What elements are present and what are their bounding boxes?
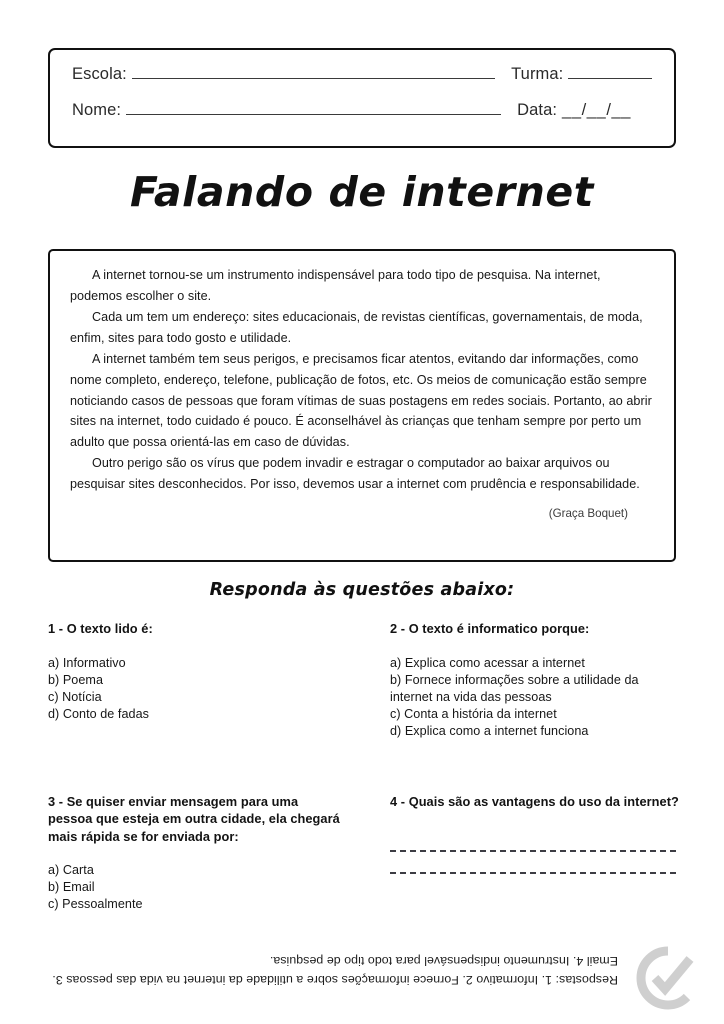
question-3	[48, 793, 342, 914]
passage-paragraph: Cada um tem um endereço: sites educacionais, de revistas científicas, governamentais, de moda, enfim, sites para todo gosto e utilidade.	[70, 310, 643, 345]
check-circle-watermark-icon	[636, 946, 700, 1010]
nome-data-row	[72, 100, 652, 136]
question-2-prompt: 2 - O texto é informatico porque:	[390, 621, 590, 636]
turma-input-line[interactable]	[568, 64, 652, 79]
option-c[interactable]: c) Pessoalmente	[48, 897, 143, 912]
nome-label: Nome:	[72, 101, 122, 119]
questions-row-1	[48, 620, 684, 741]
option-b[interactable]: b) Email	[48, 880, 95, 895]
data-label: Data:	[517, 101, 558, 119]
nome-input-line[interactable]	[126, 100, 501, 115]
instructions-heading: Responda às questões abaixo:	[209, 580, 515, 600]
question-1	[48, 620, 342, 741]
question-2-options	[390, 655, 684, 741]
option-b[interactable]: b) Fornece informações sobre a utilidade da internet na vida das pessoas	[390, 672, 639, 704]
question-1-options	[48, 655, 342, 724]
answer-write-line[interactable]	[390, 838, 676, 852]
passage-attribution: (Graça Boquet)	[548, 506, 628, 520]
escola-input-line[interactable]	[132, 64, 495, 79]
page-title: Falando de internet	[130, 168, 594, 216]
turma-label: Turma:	[511, 65, 564, 83]
passage-paragraph: A internet também tem seus perigos, e precisamos ficar atentos, evitando dar informações, como nome completo, endereço, telefone, publicação de fotos, etc. Os meios de comunicação estão sempre noticiando casos de pessoas que foram vítimas de suas postagens em redes sociais. Portanto, ao abrir sites na internet, todo cuidado é pouco. É aconselhável às crianças que tenham sempre por perto um adulto que possa orientá-las em caso de dúvidas.	[70, 352, 652, 449]
question-4	[390, 793, 684, 914]
reading-passage-box	[48, 249, 676, 562]
option-c[interactable]: c) Notícia	[48, 689, 102, 704]
question-2	[390, 620, 684, 741]
answer-key: Respostas: 1. Informativo 2. Fornece informações sobre a utilidade da internet na vida das pessoas 3. Email 4. Instrumento indispensável para todo tipo de pesquisa.	[52, 954, 618, 987]
answer-write-line[interactable]	[390, 860, 676, 874]
question-3-options	[48, 862, 342, 914]
option-d[interactable]: d) Explica como a internet funciona	[390, 724, 589, 739]
data-input-line[interactable]: __/__/__	[562, 101, 632, 119]
student-info-box	[48, 48, 676, 148]
passage-paragraph: A internet tornou-se um instrumento indispensável para todo tipo de pesquisa. Na internet, podemos escolher o site.	[70, 268, 601, 303]
option-b[interactable]: b) Poema	[48, 672, 103, 687]
escola-turma-row	[72, 64, 652, 100]
escola-label: Escola:	[72, 65, 127, 83]
question-4-answer-area	[390, 838, 684, 874]
option-a[interactable]: a) Explica como acessar a internet	[390, 655, 585, 670]
question-4-prompt: 4 - Quais são as vantagens do uso da internet?	[390, 793, 679, 809]
option-a[interactable]: a) Carta	[48, 863, 94, 878]
questions-section	[48, 620, 684, 914]
option-d[interactable]: d) Conto de fadas	[48, 707, 149, 722]
passage-paragraph: Outro perigo são os vírus que podem invadir e estragar o computador ao baixar arquivos ou pesquisar sites desconhecidos. Por isso, devemos usar a internet com prudência e responsabilidade.	[70, 456, 640, 491]
option-c[interactable]: c) Conta a história da internet	[390, 707, 557, 722]
option-a[interactable]: a) Informativo	[48, 655, 126, 670]
question-3-prompt: 3 - Se quiser enviar mensagem para uma pessoa que esteja em outra cidade, ela chegará mais rápida se for enviada por:	[48, 793, 340, 844]
question-1-prompt: 1 - O texto lido é:	[48, 621, 153, 636]
questions-row-2	[48, 793, 684, 914]
